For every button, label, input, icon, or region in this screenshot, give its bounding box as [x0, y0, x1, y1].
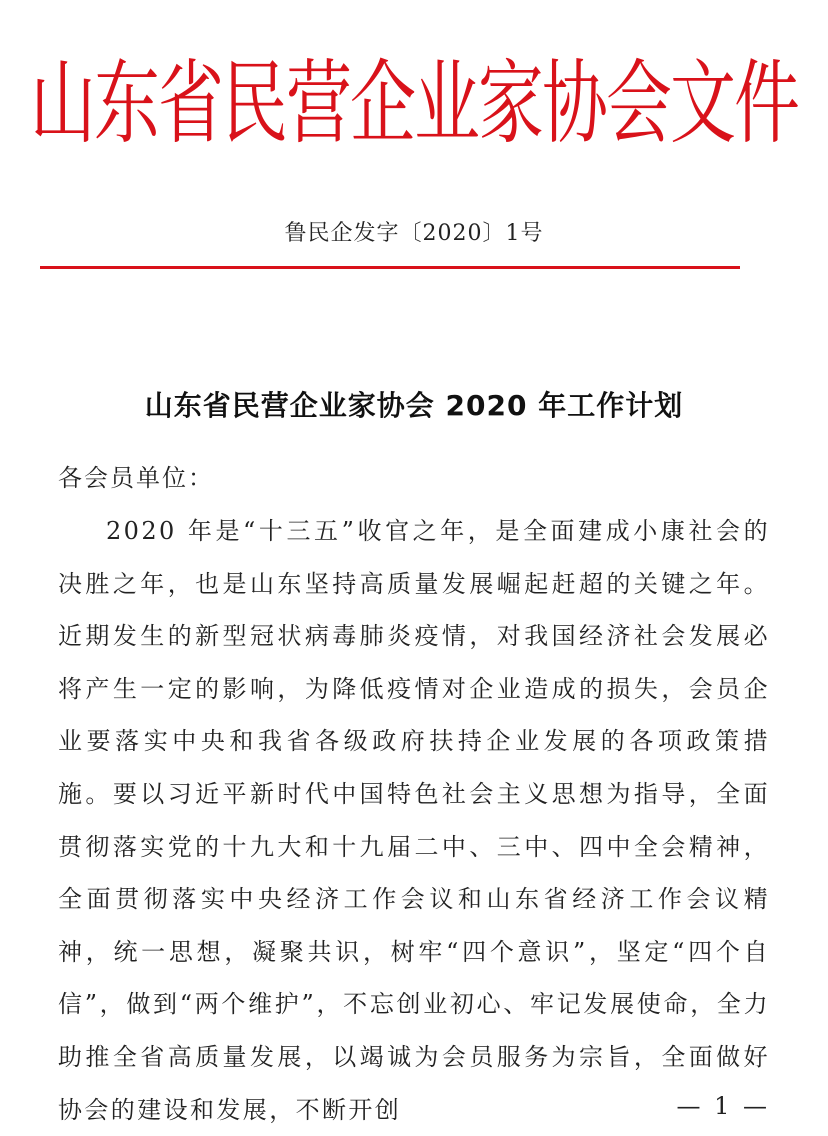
masthead-title: 山东省民营企业家协会文件 — [30, 50, 798, 157]
page-number: — 1 — — [676, 1092, 770, 1120]
document-number: 鲁民企发字〔2020〕1号 — [284, 221, 544, 246]
body-paragraph: 2020 年是“十三五”收官之年，是全面建成小康社会的决胜之年，也是山东坚持高质量发展崛起赶超的关键之年。近期发生的新型冠状病毒肺炎疫情，对我国经济社会发展必将产生一定的影响，为降低疫情对企业造成的损失，会员企业要落实中央和我省各级政府扶持企业发展的各项政策措施。要以习近平新时代中国特色社会主义思想为指导，全面贯彻落实党的十九大和十九届二中、三中、四中全会精神，全面贯彻落实中央经济工作会议和山东省经济工作会议精神，统一思想，凝聚共识，树牢“四个意识”，坚定“四个自信”，做到“两个维护”，不忘创业初心、牢记发展使命，全力助推全省高质量发展，以竭诚为会员服务为宗旨，全面做好协会的建设和发展，不断开创 — [58, 517, 770, 1124]
red-divider-line — [40, 266, 740, 269]
salutation: 各会员单位： — [58, 464, 214, 492]
document-title: 山东省民营企业家协会 2020 年工作计划 — [144, 389, 684, 422]
